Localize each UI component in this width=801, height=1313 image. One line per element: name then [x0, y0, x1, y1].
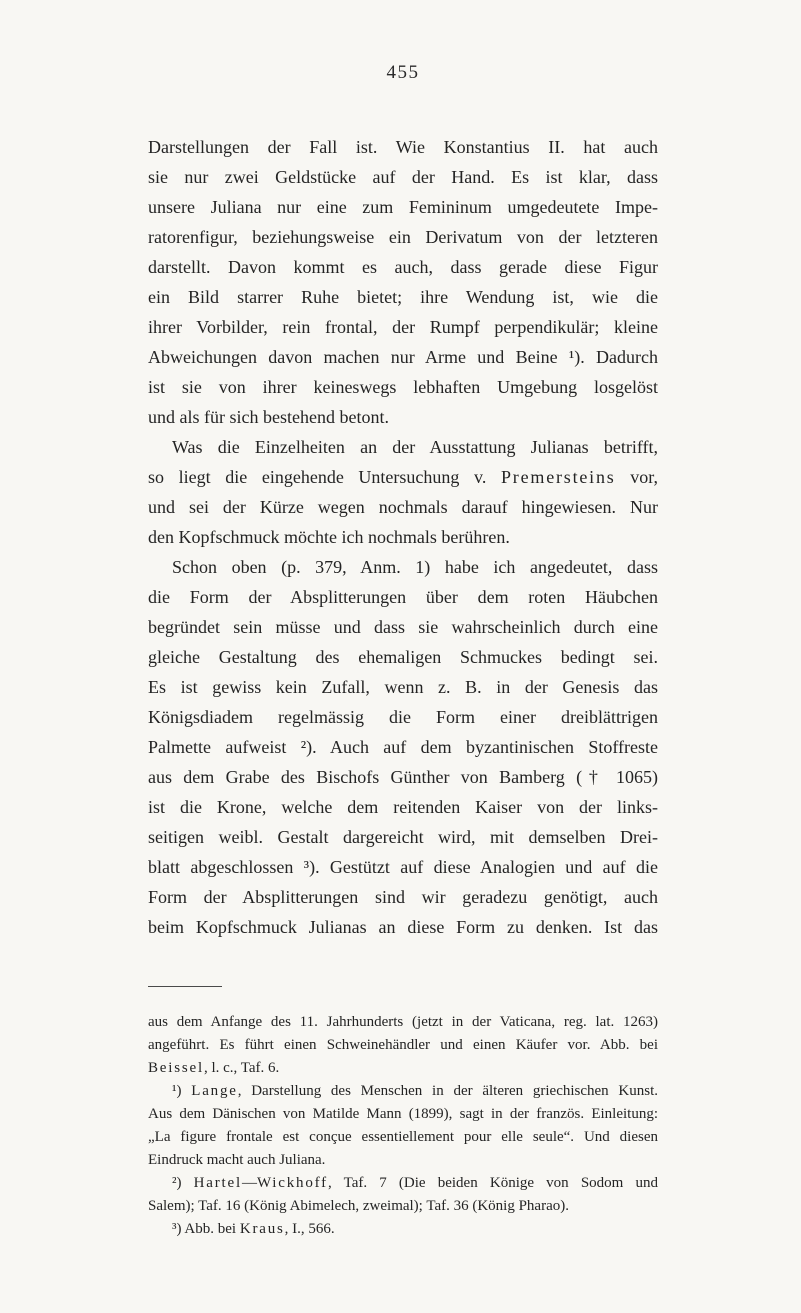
text-line: unsere Juliana nur eine zum Femininum umgedeutete Impe-: [148, 197, 658, 217]
letterspaced-name: Premersteins: [501, 467, 616, 487]
footnote-separator: [148, 986, 222, 987]
text-line: und als für sich bestehend betont.: [148, 407, 389, 427]
text-line: den Kopfschmuck möchte ich nochmals berühren.: [148, 527, 510, 547]
text-line: Was die Einzelheiten an der Ausstattung Julianas betrifft,: [172, 437, 658, 457]
text-line: Form der Absplitterungen sind wir geradezu genötigt, auch: [148, 887, 658, 907]
paragraph: [148, 1172, 658, 1218]
letterspaced-name: Hartel: [193, 1175, 242, 1191]
paragraph: [148, 432, 658, 552]
paragraph: [148, 552, 658, 942]
text-line: so liegt die eingehende Untersuchung v. Premersteins vor,: [148, 467, 658, 487]
text-line: ratorenfigur, beziehungsweise ein Derivatum von der letzteren: [148, 227, 658, 247]
text-line: gleiche Gestaltung des ehemaligen Schmuckes bedingt sei.: [148, 647, 658, 667]
page-number: 455: [386, 62, 420, 83]
text-line: darstellt. Davon kommt es auch, dass gerade diese Figur: [148, 257, 658, 277]
paragraph: [148, 132, 658, 432]
text-line: begründet sein müsse und dass sie wahrscheinlich durch eine: [148, 617, 658, 637]
text-line: angeführt. Es führt einen Schweinehändler und einen Käufer vor. Abb. bei: [148, 1037, 658, 1053]
letterspaced-name: Wickhoff: [256, 1175, 328, 1191]
body-text: [148, 132, 658, 942]
text-line: Es ist gewiss kein Zufall, wenn z. B. in der Genesis das: [148, 677, 658, 697]
text-line: ²) Hartel—Wickhoff, Taf. 7 (Die beiden Könige von Sodom und: [172, 1175, 658, 1191]
text-line: Eindruck macht auch Juliana.: [148, 1152, 326, 1168]
text-line: ¹) Lange, Darstellung des Menschen in der älteren griechischen Kunst.: [172, 1083, 658, 1099]
text-line: Aus dem Dänischen von Matilde Mann (1899), sagt in der französ. Einleitung:: [148, 1106, 658, 1122]
text-line: Beissel, l. c., Taf. 6.: [148, 1060, 280, 1076]
text-line: Königsdiadem regelmässig die Form einer dreiblättrigen: [148, 707, 658, 727]
text-line: ein Bild starrer Ruhe bietet; ihre Wendung ist, wie die: [148, 287, 658, 307]
paragraph: [148, 1080, 658, 1172]
text-line: ihrer Vorbilder, rein frontal, der Rumpf perpendikulär; kleine: [148, 317, 658, 337]
text-line: Palmette aufweist ²). Auch auf dem byzantinischen Stoffreste: [148, 737, 658, 757]
text-line: ³) Abb. bei Kraus, I., 566.: [172, 1221, 335, 1237]
text-line: blatt abgeschlossen ³). Gestützt auf diese Analogien und auf die: [148, 857, 658, 877]
text-line: ist die Krone, welche dem reitenden Kaiser von der links-: [148, 797, 658, 817]
text-line: Abweichungen davon machen nur Arme und Beine ¹). Dadurch: [148, 347, 658, 367]
text-line: Schon oben (p. 379, Anm. 1) habe ich angedeutet, dass: [172, 557, 658, 577]
text-line: sie nur zwei Geldstücke auf der Hand. Es ist klar, dass: [148, 167, 658, 187]
letterspaced-name: Lange: [191, 1083, 238, 1099]
text-line: die Form der Absplitterungen über dem roten Häubchen: [148, 587, 658, 607]
footnotes: [148, 1011, 658, 1241]
paragraph: [148, 1011, 658, 1080]
text-line: und sei der Kürze wegen nochmals darauf hingewiesen. Nur: [148, 497, 658, 517]
text-line: aus dem Anfange des 11. Jahrhunderts (jetzt in der Vaticana, reg. lat. 1263): [148, 1014, 658, 1030]
text-line: beim Kopfschmuck Julianas an diese Form zu denken. Ist das: [148, 917, 658, 937]
letterspaced-name: Beissel: [148, 1060, 204, 1076]
text-line: „La figure frontale est conçue essentiellement pour elle seule“. Und diesen: [148, 1129, 658, 1145]
text-line: aus dem Grabe des Bischofs Günther von Bamberg († 1065): [148, 767, 658, 787]
text-line: seitigen weibl. Gestalt dargereicht wird, mit demselben Drei-: [148, 827, 658, 847]
paragraph: [148, 1218, 658, 1241]
text-line: Darstellungen der Fall ist. Wie Konstantius II. hat auch: [148, 137, 658, 157]
letterspaced-name: Kraus: [239, 1221, 285, 1237]
text-line: Salem); Taf. 16 (König Abimelech, zweimal); Taf. 36 (König Pharao).: [148, 1198, 569, 1214]
text-line: ist sie von ihrer keineswegs lebhaften Umgebung losgelöst: [148, 377, 658, 397]
